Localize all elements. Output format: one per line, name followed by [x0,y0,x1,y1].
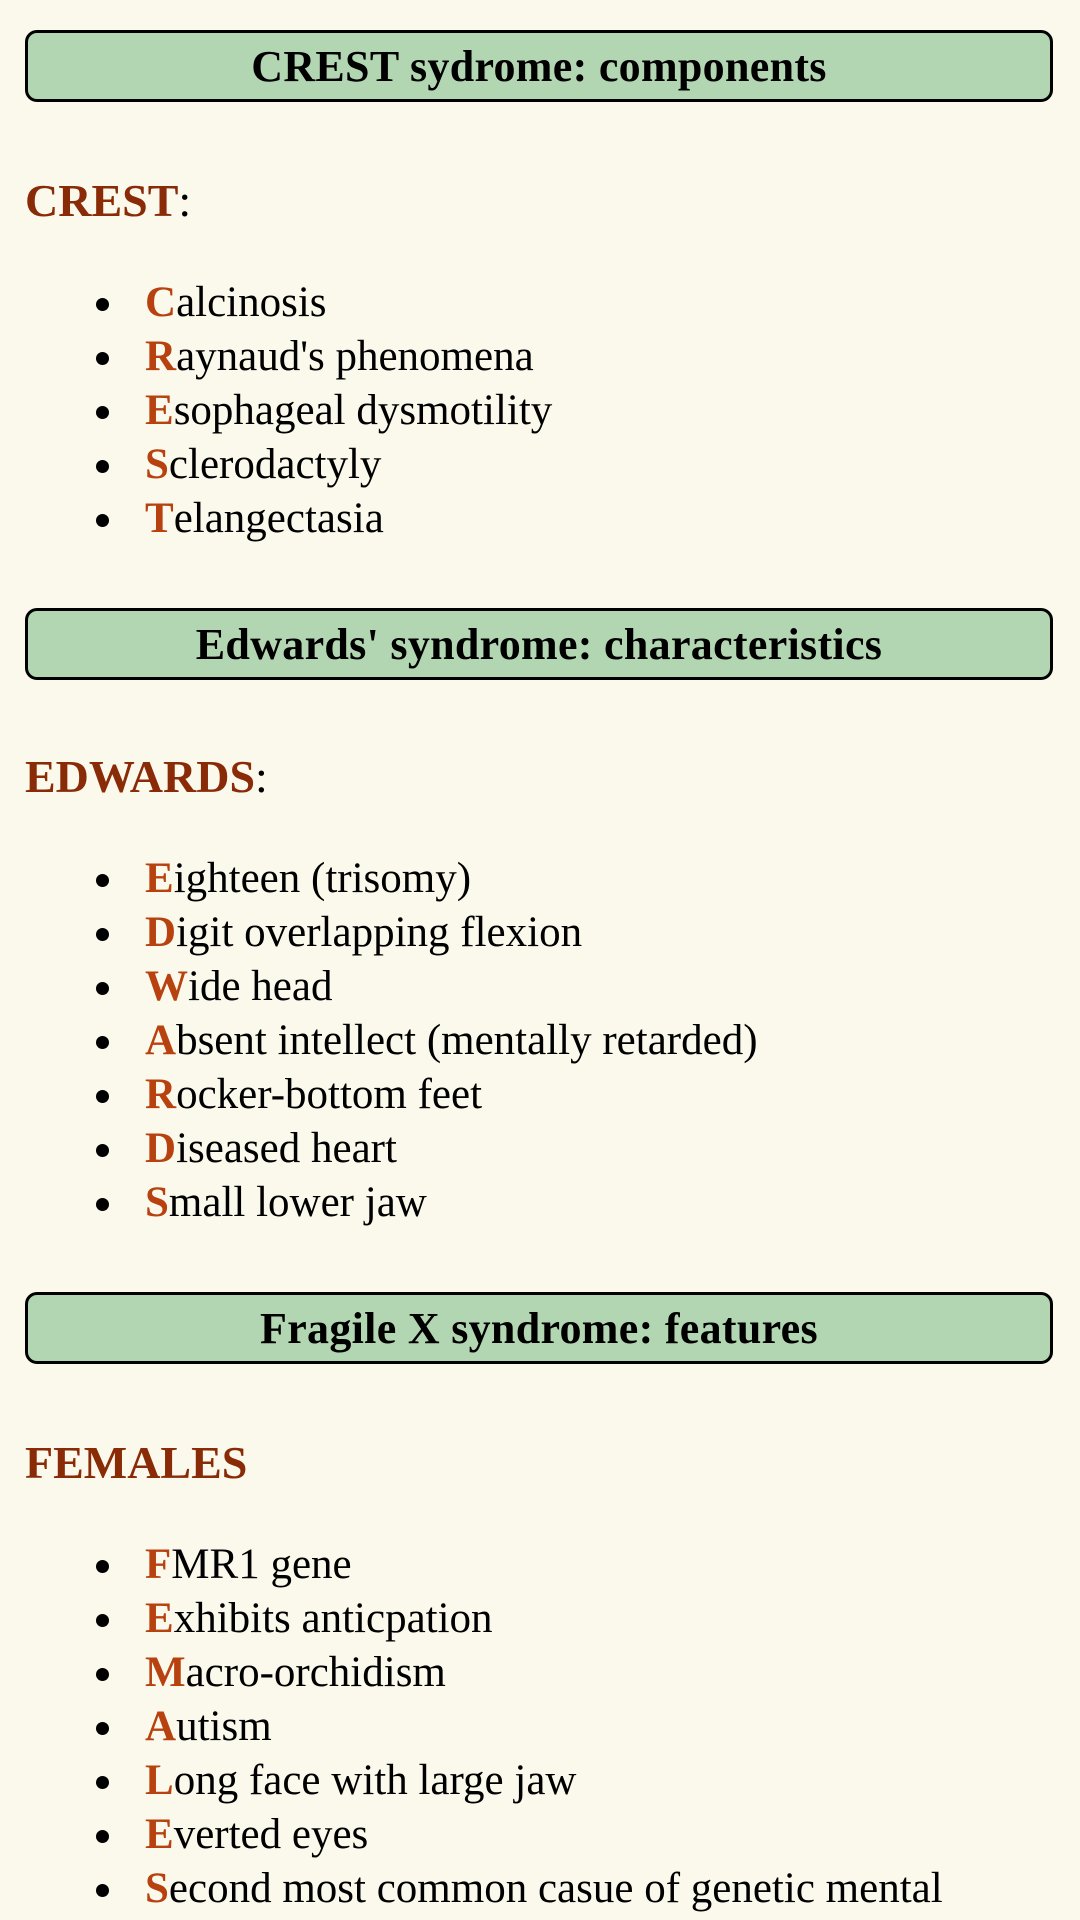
bullet-icon [96,1668,109,1681]
initial-letter: A [145,1017,177,1064]
list-item [0,1176,758,1230]
initial-letter: E [145,855,174,902]
item-text: clerodactyly [168,441,382,488]
item-text: MR1 gene [171,1541,352,1588]
mnemonic-heading-females [25,1437,248,1488]
list-item [0,1014,758,1068]
item-text: mall lower jaw [168,1179,427,1226]
item-text: verted eyes [173,1811,369,1858]
list-item [0,1754,943,1808]
item-text: ighteen (trisomy) [173,855,472,902]
mnemonic-word: CREST [25,175,179,226]
bullet-icon [96,460,109,473]
list-item [0,960,758,1014]
initial-letter: R [145,1071,177,1118]
females-list [0,1538,943,1916]
bullet-icon [96,1198,109,1211]
crest-list [0,276,552,546]
list-item [0,906,758,960]
bullet-icon [96,1776,109,1789]
initial-letter: S [145,441,169,488]
list-item [0,438,552,492]
list-item [0,1808,943,1862]
initial-letter: L [145,1757,174,1804]
bullet-icon [96,874,109,887]
list-item [0,1068,758,1122]
list-item [0,492,552,546]
initial-letter: M [145,1649,186,1696]
list-item [0,1538,943,1592]
item-text: aynaud's phenomena [176,333,534,380]
section-title-text: CREST sydrome: components [251,41,827,91]
bullet-icon [96,1830,109,1843]
initial-letter: D [145,909,177,956]
bullet-icon [96,1144,109,1157]
section-title-text: Edwards' syndrome: characteristics [195,619,883,669]
bullet-icon [96,1884,109,1897]
bullet-icon [96,1036,109,1049]
list-item [0,330,552,384]
list-item [0,1592,943,1646]
initial-letter: E [145,1595,174,1642]
bullet-icon [96,1722,109,1735]
bullet-icon [96,352,109,365]
item-text: ocker-bottom feet [176,1071,483,1118]
mnemonic-heading-edwards [25,751,268,802]
bullet-icon [96,298,109,311]
initial-letter: R [145,333,177,380]
list-item [0,852,758,906]
item-text: igit overlapping flexion [176,909,583,956]
initial-letter: T [145,495,174,542]
list-item [0,1700,943,1754]
mnemonic-colon: : [255,751,268,802]
item-text: alcinosis [176,279,327,326]
list-item [0,276,552,330]
item-text: ong face with large jaw [173,1757,577,1804]
item-text: acro-orchidism [185,1649,446,1696]
list-item [0,384,552,438]
item-text: sophageal dysmotility [173,387,553,434]
section-title-crest [25,30,1053,102]
bullet-icon [96,928,109,941]
bullet-icon [96,1614,109,1627]
item-text: bsent intellect (mentally retarded) [176,1017,758,1064]
list-item [0,1646,943,1700]
section-title-fragile-x [25,1292,1053,1364]
bullet-icon [96,982,109,995]
initial-letter: E [145,387,174,434]
item-text: xhibits anticpation [173,1595,493,1642]
item-text: econd most common casue of genetic mental [168,1865,943,1912]
item-text: iseased heart [176,1125,397,1172]
initial-letter: W [145,963,188,1010]
section-title-edwards [25,608,1053,680]
section-title-text: Fragile X syndrome: features [260,1303,818,1353]
list-item [0,1862,943,1916]
initial-letter: F [145,1541,172,1588]
mnemonic-word: EDWARDS [25,751,256,802]
item-text: utism [176,1703,272,1750]
initial-letter: A [145,1703,177,1750]
bullet-icon [96,406,109,419]
bullet-icon [96,514,109,527]
initial-letter: E [145,1811,174,1858]
mnemonic-heading-crest [25,175,192,226]
item-text: ide head [188,963,333,1010]
item-text: elangectasia [173,495,384,542]
bullet-icon [96,1090,109,1103]
edwards-list [0,852,758,1230]
initial-letter: C [145,279,177,326]
list-item [0,1122,758,1176]
mnemonic-word: FEMALES [25,1437,248,1488]
bullet-icon [96,1560,109,1573]
initial-letter: S [145,1865,169,1912]
initial-letter: S [145,1179,169,1226]
mnemonic-colon: : [178,175,192,226]
initial-letter: D [145,1125,177,1172]
